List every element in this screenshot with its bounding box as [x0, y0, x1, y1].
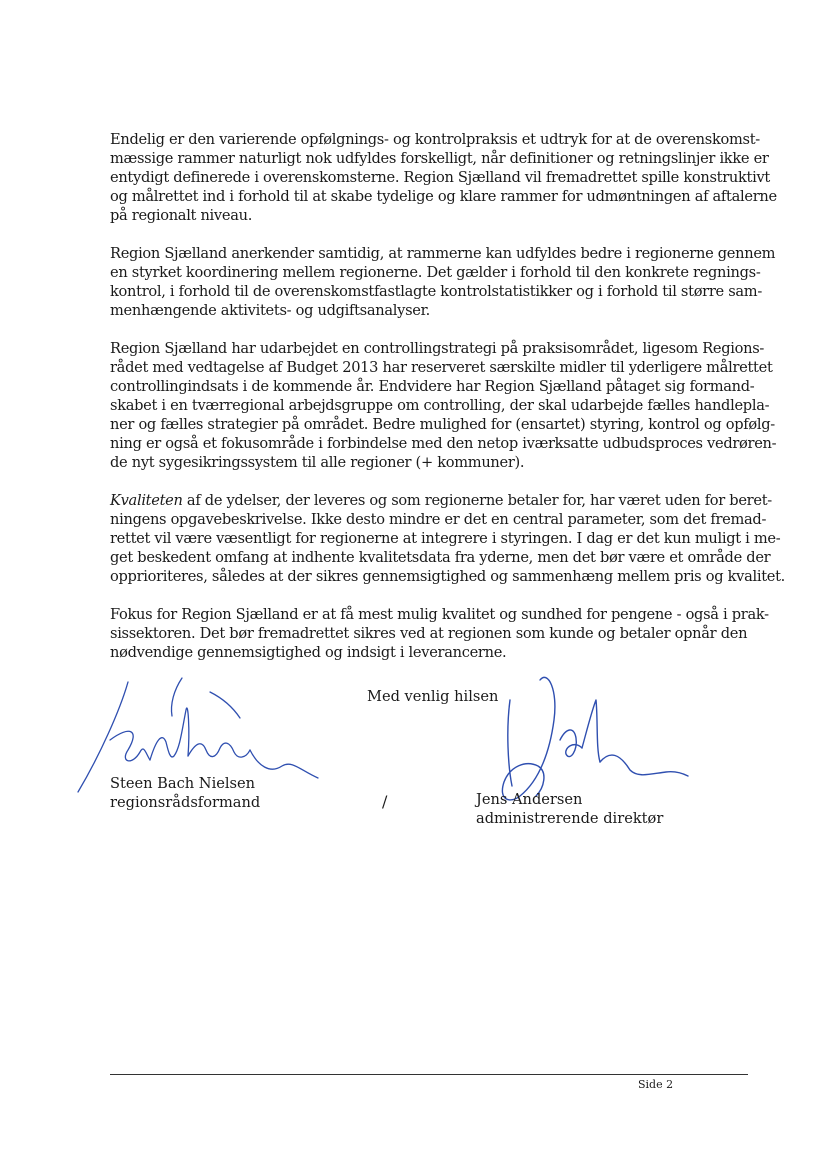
- paragraph-1: [110, 130, 777, 225]
- footer-rule: [110, 1074, 748, 1075]
- text-line: Region Sjælland har udarbejdet en controllingstrategi på praksisområdet, ligesom Regions-: [110, 340, 765, 357]
- text-line: nødvendige gennemsigtighed og indsigt i leverancerne.: [110, 644, 507, 661]
- text-line: kontrol, i forhold til de overenskomstfastlagte kontrolstatistikker og i forhold til større sam-: [110, 283, 762, 300]
- text-line: ner og fælles strategier på området. Bedre mulighed for (ensartet) styring, kontrol og opfølg-: [110, 416, 775, 433]
- signatory-title: administrerende direktør: [476, 810, 664, 827]
- text-line: og målrettet ind i forhold til at skabe tydelige og klare rammer for udmøntningen af aftalerne: [110, 188, 777, 205]
- signatory-title: regionsrådsformand: [110, 794, 261, 811]
- text-line: Fokus for Region Sjælland er at få mest mulig kvalitet og sundhed for pengene - også i prak-: [110, 606, 769, 623]
- text-line: opprioriteres, således at der sikres gennemsigtighed og sammenhæng mellem pris og kvalitet.: [110, 568, 786, 585]
- text-line: rettet vil være væsentligt for regionerne at integrere i styringen. I dag er det kun muligt i me-: [110, 530, 781, 547]
- page-number: Side 2: [638, 1078, 674, 1091]
- paragraph-5: [110, 605, 769, 662]
- signature-separator: /: [382, 792, 388, 811]
- text-line: skabet i en tværregional arbejdsgruppe om controlling, der skal udarbejde fælles handlepla-: [110, 397, 770, 414]
- signatory-left: [110, 774, 260, 812]
- text-line: ning er også et fokusområde i forbindelse med den netop iværksatte udbudsproces vedrøren-: [110, 435, 777, 452]
- signatory-name: Jens Andersen: [476, 791, 583, 808]
- text-line: ningens opgavebeskrivelse. Ikke desto mindre er det en central parameter, som det fremad-: [110, 511, 767, 528]
- text-line: Region Sjælland anerkender samtidig, at rammerne kan udfyldes bedre i regionerne gennem: [110, 245, 776, 262]
- paragraph-4: [110, 491, 786, 586]
- signatory-right: [476, 790, 663, 828]
- text-line: sissektoren. Det bør fremadrettet sikres ved at regionen som kunde og betaler opnår den: [110, 625, 748, 642]
- text-line: menhængende aktivitets- og udgiftsanalyser.: [110, 302, 431, 319]
- text-line: Endelig er den varierende opfølgnings- og kontrolpraksis et udtryk for at de overenskomst-: [110, 131, 760, 148]
- paragraph-2: [110, 244, 776, 320]
- text-line: rådet med vedtagelse af Budget 2013 har reserveret særskilte midler til yderligere målrettet: [110, 359, 773, 376]
- text-line: på regionalt niveau.: [110, 207, 253, 224]
- closing-salutation: Med venlig hilsen: [367, 688, 499, 705]
- text-line: de nyt sygesikringssystem til alle regioner (+ kommuner).: [110, 454, 525, 471]
- signature-right-image: [470, 670, 690, 810]
- italic-lead-word: Kvaliteten: [110, 492, 183, 509]
- text-line: en styrket koordinering mellem regionerne. Det gælder i forhold til den konkrete regnings-: [110, 264, 761, 281]
- text-line: get beskedent omfang at indhente kvalitetsdata fra yderne, men det bør være et område der: [110, 549, 771, 566]
- letter-body: [110, 130, 786, 681]
- text-line-rest: af de ydelser, der leveres og som regionerne betaler for, har været uden for beret-: [182, 492, 772, 509]
- signatory-name: Steen Bach Nielsen: [110, 775, 256, 792]
- text-line: mæssige rammer naturligt nok udfyldes forskelligt, når definitioner og retningslinjer ikke er: [110, 150, 769, 167]
- text-line: entydigt definerede i overenskomsterne. Region Sjælland vil fremadrettet spille konstruktivt: [110, 169, 770, 186]
- text-line: [110, 491, 772, 510]
- text-line: controllingindsats i de kommende år. Endvidere har Region Sjælland påtaget sig formand-: [110, 378, 755, 395]
- paragraph-3: [110, 339, 777, 472]
